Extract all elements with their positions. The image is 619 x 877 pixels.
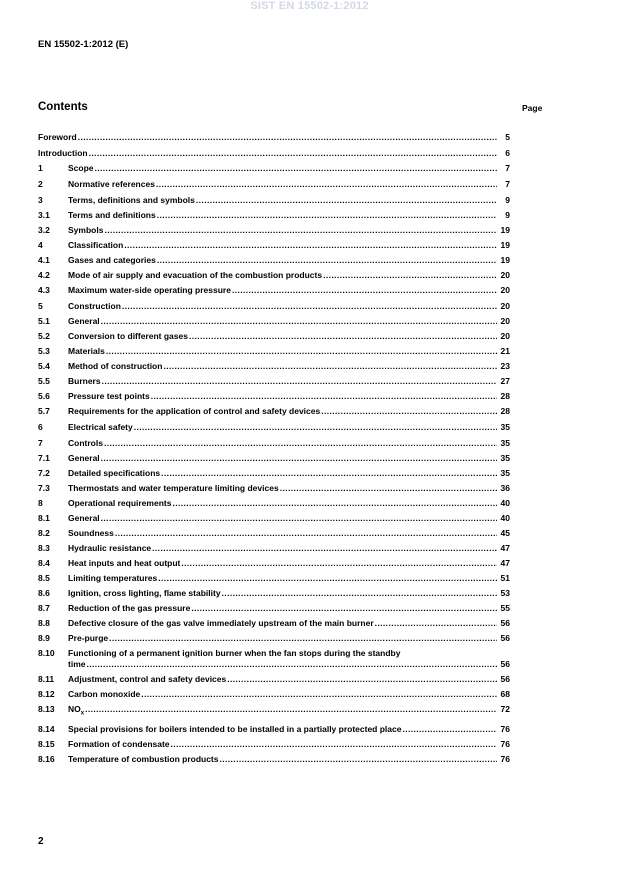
dot-leader <box>95 163 497 174</box>
dot-leader <box>134 422 497 433</box>
toc-entry-number: 5.6 <box>38 391 50 402</box>
toc-entry-title: Gases and categories <box>68 255 156 266</box>
toc-entry-page: 28 <box>500 391 510 402</box>
toc-entry-title: Electrical safety <box>68 421 133 432</box>
toc-entry-title: General <box>68 452 100 463</box>
toc-entry-number: 8.7 <box>38 603 50 614</box>
dot-leader <box>220 754 498 765</box>
dot-leader <box>157 255 497 266</box>
toc-entry-page: 35 <box>500 467 510 478</box>
contents-heading: Contents <box>38 101 88 113</box>
dot-leader <box>109 633 497 644</box>
toc-entry[interactable] <box>38 316 510 327</box>
dot-leader <box>191 603 497 614</box>
toc-entry-number: 8.15 <box>38 738 55 749</box>
toc-entry-number: 8.10 <box>38 648 55 659</box>
toc-entry-title: Adjustment, control and safety devices <box>68 674 227 685</box>
dot-leader <box>158 573 497 584</box>
toc-entry-number: 8.3 <box>38 543 50 554</box>
dot-leader <box>101 453 497 464</box>
toc-entry-number: 5 <box>38 301 43 312</box>
toc-entry-title: Pressure test points <box>68 391 150 402</box>
toc-entry-title: Scope <box>68 163 94 174</box>
toc-entry-page: 56 <box>500 618 510 629</box>
toc-entry-title-subscript: x <box>80 710 85 717</box>
toc-entry-number: 5.2 <box>38 331 50 342</box>
toc-entry[interactable] <box>38 573 510 584</box>
toc-entry-page: 51 <box>500 573 510 584</box>
toc-entry-page: 45 <box>500 528 510 539</box>
toc-entry-title: Normative references <box>68 179 155 190</box>
dot-leader <box>89 148 497 159</box>
toc-entry[interactable] <box>38 301 510 312</box>
toc-entry-page: 6 <box>505 147 510 158</box>
toc-entry[interactable] <box>38 603 510 614</box>
toc-entry-number: 8.14 <box>38 723 55 734</box>
toc-entry-title: Functioning of a permanent ignition burner when the fan stops during the standby <box>68 648 401 659</box>
toc-entry-page: 76 <box>500 738 510 749</box>
toc-entry-number: 7.2 <box>38 467 50 478</box>
toc-entry-page: 40 <box>500 498 510 509</box>
toc-entry-title: General <box>68 513 100 524</box>
dot-leader <box>115 528 497 539</box>
toc-entry-page: 19 <box>500 255 510 266</box>
toc-entry-page: 27 <box>500 376 510 387</box>
toc-entry-title: Maximum water-side operating pressure <box>68 285 231 296</box>
toc-entry-number: 3.1 <box>38 209 50 220</box>
toc-entry[interactable] <box>38 270 510 281</box>
dot-leader <box>104 438 497 449</box>
toc-entry-page: 35 <box>500 452 510 463</box>
toc-entry-page: 76 <box>500 753 510 764</box>
toc-entry[interactable] <box>38 255 510 266</box>
toc-entry-number: 5.3 <box>38 346 50 357</box>
toc-entry-number: 7.3 <box>38 482 50 493</box>
toc-entry[interactable] <box>38 633 510 644</box>
dot-leader <box>101 316 497 327</box>
toc-entry-page: 19 <box>500 240 510 251</box>
toc-entry[interactable] <box>38 179 510 190</box>
toc-entry-title: Pre-purge <box>68 633 109 644</box>
toc-entry-number: 8.8 <box>38 618 50 629</box>
dot-leader <box>171 739 497 750</box>
toc-entry[interactable] <box>38 346 510 357</box>
toc-entry-number: 6 <box>38 421 43 432</box>
toc-entry-title: Terms and definitions <box>68 209 156 220</box>
toc-entry[interactable] <box>38 558 510 569</box>
toc-entry-title: Operational requirements <box>68 498 172 509</box>
dot-leader <box>222 588 497 599</box>
toc-entry-page: 55 <box>500 603 510 614</box>
toc-entry-number: 5.1 <box>38 316 50 327</box>
toc-entry-page: 76 <box>500 723 510 734</box>
toc-entry-page: 20 <box>500 270 510 281</box>
watermark: SIST EN 15502-1:2012 <box>250 0 369 12</box>
dot-leader <box>181 558 497 569</box>
toc-entry-title: Materials <box>68 346 105 357</box>
dot-leader <box>102 376 497 387</box>
dot-leader <box>375 618 497 629</box>
table-of-contents <box>38 132 510 765</box>
toc-entry-page: 36 <box>500 482 510 493</box>
dot-leader <box>189 331 497 342</box>
toc-entry-page: 7 <box>505 163 510 174</box>
toc-entry-title: Reduction of the gas pressure <box>68 603 191 614</box>
toc-entry-number: 5.7 <box>38 406 50 417</box>
toc-entry-title: Introduction <box>38 147 88 158</box>
dot-leader <box>104 225 497 236</box>
page-number: 2 <box>38 836 44 847</box>
dot-leader <box>152 543 497 554</box>
toc-entry-title-continued: time <box>68 659 86 670</box>
toc-entry[interactable] <box>38 438 510 449</box>
toc-entry-number: 3 <box>38 194 43 205</box>
toc-entry-title: Conversion to different gases <box>68 331 188 342</box>
toc-entry-page: 23 <box>500 361 510 372</box>
toc-entry-page: 21 <box>500 346 510 357</box>
toc-entry[interactable] <box>38 498 510 509</box>
dot-leader <box>196 195 497 206</box>
toc-entry-title: General <box>68 316 100 327</box>
toc-entry-page: 47 <box>500 543 510 554</box>
toc-entry-page: 35 <box>500 437 510 448</box>
toc-entry-title: Soundness <box>68 528 114 539</box>
toc-entry-title: Mode of air supply and evacuation of the combustion products <box>68 270 323 281</box>
toc-entry-number: 7 <box>38 437 43 448</box>
toc-entry[interactable] <box>38 543 510 554</box>
dot-leader <box>323 270 497 281</box>
toc-entry-title: Symbols <box>68 224 104 235</box>
toc-entry-title: Temperature of combustion products <box>68 753 219 764</box>
toc-entry-page: 47 <box>500 558 510 569</box>
toc-entry-title: Hydraulic resistance <box>68 543 152 554</box>
toc-entry-page: 28 <box>500 406 510 417</box>
toc-entry-title: Special provisions for boilers intended to be installed in a partially protected place <box>68 723 402 734</box>
toc-entry-page: 9 <box>505 194 510 205</box>
toc-entry-page: 20 <box>500 301 510 312</box>
toc-entry[interactable] <box>38 361 510 372</box>
toc-entry-number: 8.13 <box>38 704 55 715</box>
toc-entry-number: 4.2 <box>38 270 50 281</box>
dot-leader <box>227 674 497 685</box>
toc-entry-number: 4.3 <box>38 285 50 296</box>
page-column-label: Page <box>522 103 543 113</box>
toc-entry[interactable] <box>38 704 510 720</box>
toc-entry-title: Limiting temperatures <box>68 573 158 584</box>
dot-leader <box>101 513 497 524</box>
toc-entry-title: Ignition, cross lighting, flame stability <box>68 588 221 599</box>
toc-entry-number: 3.2 <box>38 224 50 235</box>
toc-entry[interactable] <box>38 618 510 629</box>
toc-entry-number: 8.12 <box>38 689 55 700</box>
dot-leader <box>85 704 497 715</box>
toc-entry[interactable] <box>38 195 510 206</box>
toc-entry-page: 68 <box>500 689 510 700</box>
toc-entry-number: 4.1 <box>38 255 50 266</box>
toc-entry[interactable] <box>38 588 510 599</box>
toc-entry[interactable] <box>38 674 510 685</box>
toc-entry-page: 20 <box>500 331 510 342</box>
document-id: EN 15502-1:2012 (E) <box>38 39 129 50</box>
dot-leader <box>157 210 497 221</box>
toc-entry-number: 7.1 <box>38 452 50 463</box>
toc-entry-title: Method of construction <box>68 361 163 372</box>
toc-entry-number: 5.4 <box>38 361 50 372</box>
toc-entry-page: 56 <box>500 659 510 670</box>
toc-entry[interactable] <box>38 739 510 750</box>
toc-entry-page: 20 <box>500 316 510 327</box>
toc-entry[interactable] <box>38 391 510 402</box>
toc-entry-title: Heat inputs and heat output <box>68 558 181 569</box>
toc-entry-title: Foreword <box>38 132 77 142</box>
toc-entry[interactable] <box>38 225 510 236</box>
toc-entry-title: Construction <box>68 301 121 312</box>
toc-entry[interactable] <box>38 724 510 735</box>
toc-entry-page: 7 <box>505 179 510 190</box>
dot-leader <box>172 498 497 509</box>
toc-entry-number: 8.6 <box>38 588 50 599</box>
toc-entry-number: 5.5 <box>38 376 50 387</box>
toc-entry[interactable] <box>38 132 510 143</box>
toc-entry-title: Carbon monoxide <box>68 689 141 700</box>
dot-leader <box>122 301 497 312</box>
toc-entry-number: 8.9 <box>38 633 50 644</box>
dot-leader <box>86 659 497 670</box>
toc-entry[interactable] <box>38 422 510 433</box>
toc-entry[interactable] <box>38 406 510 417</box>
toc-entry[interactable] <box>38 648 510 670</box>
toc-entry-number: 1 <box>38 163 43 174</box>
toc-entry-title: Controls <box>68 437 103 448</box>
toc-entry-page: 19 <box>500 224 510 235</box>
toc-entry[interactable] <box>38 331 510 342</box>
toc-entry[interactable] <box>38 513 510 524</box>
toc-entry-number: 8.11 <box>38 674 55 685</box>
toc-entry[interactable] <box>38 453 510 464</box>
dot-leader <box>232 285 497 296</box>
toc-entry-title: NO <box>68 704 81 715</box>
dot-leader <box>141 689 497 700</box>
toc-entry[interactable] <box>38 240 510 251</box>
toc-entry-number: 8.2 <box>38 528 50 539</box>
dot-leader <box>124 240 497 251</box>
toc-entry-number: 4 <box>38 240 43 251</box>
toc-entry-title: Thermostats and water temperature limiting devices <box>68 482 279 493</box>
toc-entry-page: 53 <box>500 588 510 599</box>
dot-leader <box>151 391 497 402</box>
toc-entry-page: 35 <box>500 421 510 432</box>
toc-entry[interactable] <box>38 528 510 539</box>
dot-leader <box>78 132 497 143</box>
toc-entry[interactable] <box>38 148 510 159</box>
toc-entry-title: Classification <box>68 240 124 251</box>
toc-entry-page: 56 <box>500 633 510 644</box>
toc-entry[interactable] <box>38 210 510 221</box>
dot-leader <box>161 468 497 479</box>
toc-entry[interactable] <box>38 376 510 387</box>
toc-entry-number: 8.4 <box>38 558 50 569</box>
toc-entry[interactable] <box>38 483 510 494</box>
toc-entry-number: 2 <box>38 179 43 190</box>
toc-entry[interactable] <box>38 285 510 296</box>
toc-entry[interactable] <box>38 689 510 700</box>
toc-entry-title: Terms, definitions and symbols <box>68 194 195 205</box>
toc-entry-page: 5 <box>505 132 510 142</box>
toc-entry-page: 9 <box>505 209 510 220</box>
dot-leader <box>156 179 497 190</box>
toc-entry-number: 8.16 <box>38 753 55 764</box>
dot-leader <box>280 483 497 494</box>
toc-entry-title: Formation of condensate <box>68 738 170 749</box>
toc-entry-page: 20 <box>500 285 510 296</box>
toc-entry-number: 8.1 <box>38 513 50 524</box>
toc-entry-page: 56 <box>500 674 510 685</box>
toc-entry[interactable] <box>38 754 510 765</box>
toc-entry-page: 72 <box>500 704 510 715</box>
dot-leader <box>402 724 497 735</box>
toc-entry[interactable] <box>38 163 510 174</box>
toc-entry-number: 8 <box>38 498 43 509</box>
toc-entry-title: Requirements for the application of control and safety devices <box>68 406 321 417</box>
dot-leader <box>321 406 497 417</box>
dot-leader <box>163 361 497 372</box>
toc-entry[interactable] <box>38 468 510 479</box>
toc-entry-title: Detailed specifications <box>68 467 161 478</box>
toc-entry-page: 40 <box>500 513 510 524</box>
toc-entry-title: Burners <box>68 376 101 387</box>
toc-entry-title: Defective closure of the gas valve immediately upstream of the main burner <box>68 618 374 629</box>
toc-entry-number: 8.5 <box>38 573 50 584</box>
dot-leader <box>106 346 497 357</box>
